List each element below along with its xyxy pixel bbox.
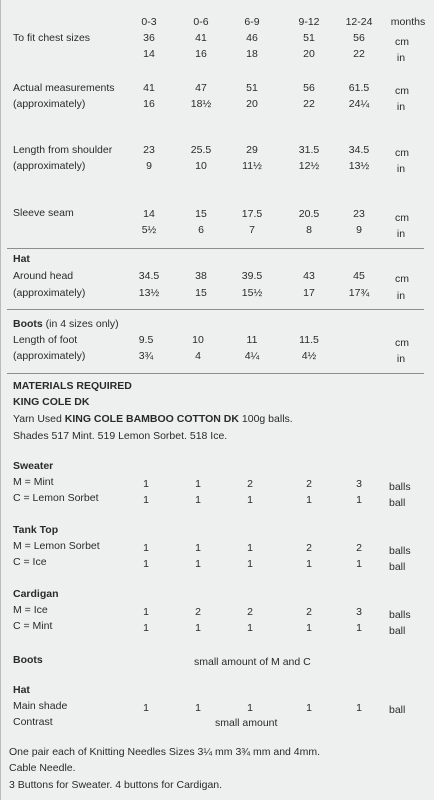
length-cm: 31.5	[298, 144, 320, 156]
chest-cm: 46	[246, 32, 258, 44]
hat-main-qty: 1	[247, 702, 253, 714]
chest-in: 20	[303, 48, 315, 60]
tank-top-title: Tank Top	[13, 524, 59, 536]
unit-cm: cm	[395, 337, 409, 349]
sleeve-in: 8	[306, 224, 312, 236]
sweater-c-label: C = Lemon Sorbet	[13, 492, 99, 504]
length-cm: 25.5	[190, 144, 212, 156]
sweater-m-label: M = Mint	[13, 476, 54, 488]
tank-m-label: M = Lemon Sorbet	[13, 540, 100, 552]
boots-note: (in 4 sizes only)	[42, 318, 119, 330]
chest-in: 16	[195, 48, 207, 60]
materials-title: MATERIALS REQUIRED	[13, 380, 132, 392]
divider	[7, 309, 424, 310]
sleeve-cm: 15	[195, 208, 207, 220]
sleeve-in: 6	[198, 224, 204, 236]
unit-cm: cm	[395, 147, 409, 159]
hat-in: 15	[195, 287, 207, 299]
sweater-c-qty: 1	[195, 494, 201, 506]
tank-c-qty: 1	[143, 558, 149, 570]
approx-label: (approximately)	[13, 287, 86, 299]
sweater-m-qty: 1	[195, 478, 201, 490]
hat-main-qty: 1	[143, 702, 149, 714]
hat-cm: 34.5	[138, 270, 160, 282]
length-in: 10	[195, 160, 207, 172]
chest-cm: 41	[195, 32, 207, 44]
hat-in: 13½	[138, 287, 160, 299]
hat-cm: 45	[353, 270, 365, 282]
boots-in: 4¼	[244, 350, 260, 362]
length-cm: 23	[143, 144, 155, 156]
sweater-m-qty: 3	[356, 478, 362, 490]
age-header: 6-9	[244, 16, 260, 28]
unit-ball: ball	[389, 625, 406, 637]
sweater-c-qty: 1	[356, 494, 362, 506]
length-in: 13½	[348, 160, 370, 172]
unit-balls: balls	[389, 545, 411, 557]
yarn-line	[13, 413, 293, 425]
tank-c-qty: 1	[195, 558, 201, 570]
cardigan-c-qty: 1	[143, 622, 149, 634]
actual-in: 22	[303, 98, 315, 110]
approx-label: (approximately)	[13, 98, 86, 110]
tank-m-qty: 2	[306, 542, 312, 554]
cable-needle-line: Cable Needle.	[9, 762, 76, 774]
boots-in: 4	[195, 350, 201, 362]
boots-cm: 11.5	[299, 334, 319, 346]
cardigan-c-qty: 1	[247, 622, 253, 634]
length-cm: 34.5	[348, 144, 370, 156]
cardigan-c-qty: 1	[306, 622, 312, 634]
actual-in: 18½	[190, 98, 212, 110]
chest-in: 14	[143, 48, 155, 60]
main-shade-label: Main shade	[13, 700, 68, 712]
unit-in: in	[396, 52, 406, 64]
cardigan-m-qty: 3	[356, 606, 362, 618]
length-label: Length from shoulder	[13, 144, 113, 156]
tank-m-qty: 1	[247, 542, 253, 554]
length-in: 12½	[298, 160, 320, 172]
unit-in: in	[396, 353, 406, 365]
age-header: 12-24	[345, 16, 373, 28]
hat-in: 17¾	[348, 287, 370, 299]
actual-in: 20	[246, 98, 258, 110]
tank-c-qty: 1	[247, 558, 253, 570]
months-label: months	[390, 16, 426, 28]
sweater-c-qty: 1	[306, 494, 312, 506]
cardigan-m-qty: 2	[247, 606, 253, 618]
tank-c-label: C = Ice	[13, 556, 47, 568]
tank-m-qty: 1	[143, 542, 149, 554]
sleeve-cm: 23	[353, 208, 365, 220]
yarn-suffix: 100g balls.	[238, 413, 293, 425]
tank-c-qty: 1	[306, 558, 312, 570]
approx-label: (approximately)	[13, 350, 86, 362]
boots-title: Boots	[13, 318, 43, 330]
cardigan-m-qty: 2	[306, 606, 312, 618]
unit-cm: cm	[395, 85, 409, 97]
hat-cm: 43	[303, 270, 315, 282]
actual-cm: 56	[303, 82, 315, 94]
boots-cm: 10	[192, 334, 204, 346]
cardigan-m-qty: 2	[195, 606, 201, 618]
sweater-title: Sweater	[13, 460, 54, 472]
tank-m-qty: 2	[356, 542, 362, 554]
hat-title: Hat	[13, 253, 30, 265]
contrast-text: small amount	[215, 717, 278, 729]
length-cm: 29	[246, 144, 258, 156]
unit-in: in	[396, 163, 406, 175]
brand-name: KING COLE DK	[13, 396, 90, 408]
unit-cm: cm	[395, 273, 409, 285]
unit-in: in	[396, 290, 406, 302]
hat-materials-title: Hat	[13, 684, 30, 696]
boots-heading	[13, 318, 119, 330]
length-in: 9	[146, 160, 152, 172]
hat-in: 15½	[241, 287, 263, 299]
tank-c-qty: 1	[356, 558, 362, 570]
sleeve-cm: 14	[143, 208, 155, 220]
age-header: 9-12	[298, 16, 320, 28]
sweater-m-qty: 1	[143, 478, 149, 490]
around-head-label: Around head	[13, 270, 74, 282]
boots-cm: 11	[246, 334, 258, 346]
cardigan-c-label: C = Mint	[13, 620, 53, 632]
actual-label: Actual measurements	[13, 82, 115, 94]
boots-materials-text: small amount of M and C	[194, 656, 311, 668]
actual-in: 16	[143, 98, 155, 110]
age-header: 0-3	[141, 16, 157, 28]
unit-balls: balls	[389, 609, 411, 621]
approx-label: (approximately)	[13, 160, 86, 172]
unit-ball: ball	[389, 497, 406, 509]
cardigan-title: Cardigan	[13, 588, 59, 600]
hat-main-qty: 1	[195, 702, 201, 714]
sleeve-in: 7	[249, 224, 255, 236]
boots-cm: 9.5	[138, 334, 154, 346]
cardigan-c-qty: 1	[195, 622, 201, 634]
chest-cm: 56	[353, 32, 365, 44]
boots-in: 4½	[301, 350, 317, 362]
unit-cm: cm	[395, 36, 409, 48]
chest-cm: 51	[303, 32, 315, 44]
foot-length-label: Length of foot	[13, 334, 78, 346]
age-header: 0-6	[193, 16, 209, 28]
actual-in: 24¼	[348, 98, 370, 110]
boots-materials-title: Boots	[13, 654, 43, 666]
contrast-label: Contrast	[13, 716, 53, 728]
buttons-line: 3 Buttons for Sweater. 4 buttons for Cardigan.	[9, 779, 223, 791]
unit-in: in	[396, 228, 406, 240]
actual-cm: 41	[143, 82, 155, 94]
tank-m-qty: 1	[195, 542, 201, 554]
actual-cm: 47	[195, 82, 207, 94]
divider	[7, 373, 424, 374]
sleeve-in: 9	[356, 224, 362, 236]
cardigan-m-qty: 1	[143, 606, 149, 618]
cardigan-m-label: M = Ice	[13, 604, 48, 616]
chest-label: To fit chest sizes	[13, 32, 91, 44]
hat-main-qty: 1	[356, 702, 362, 714]
sleeve-cm: 17.5	[241, 208, 263, 220]
divider	[7, 248, 424, 249]
yarn-name: KING COLE BAMBOO COTTON DK	[64, 413, 239, 425]
unit-cm: cm	[395, 212, 409, 224]
sweater-m-qty: 2	[306, 478, 312, 490]
sweater-m-qty: 2	[247, 478, 253, 490]
hat-cm: 38	[195, 270, 207, 282]
sleeve-cm: 20.5	[298, 208, 320, 220]
hat-in: 17	[303, 287, 315, 299]
boots-in: 3¾	[138, 350, 154, 362]
unit-ball: ball	[389, 561, 406, 573]
chest-in: 22	[353, 48, 365, 60]
hat-main-qty: 1	[306, 702, 312, 714]
chest-in: 18	[246, 48, 258, 60]
hat-cm: 39.5	[241, 270, 263, 282]
unit-balls: balls	[389, 481, 411, 493]
unit-ball: ball	[389, 704, 406, 716]
sleeve-label: Sleeve seam	[13, 207, 74, 219]
actual-cm: 61.5	[348, 82, 370, 94]
actual-cm: 51	[246, 82, 258, 94]
needles-line: One pair each of Knitting Needles Sizes 3¼ mm 3¾ mm and 4mm.	[9, 746, 321, 758]
sweater-c-qty: 1	[143, 494, 149, 506]
yarn-prefix: Yarn Used	[13, 413, 65, 425]
sweater-c-qty: 1	[247, 494, 253, 506]
sleeve-in: 5½	[141, 224, 157, 236]
shades-line: Shades 517 Mint. 519 Lemon Sorbet. 518 Ice.	[13, 430, 228, 442]
unit-in: in	[396, 101, 406, 113]
chest-cm: 36	[143, 32, 155, 44]
length-in: 11½	[242, 160, 262, 172]
cardigan-c-qty: 1	[356, 622, 362, 634]
